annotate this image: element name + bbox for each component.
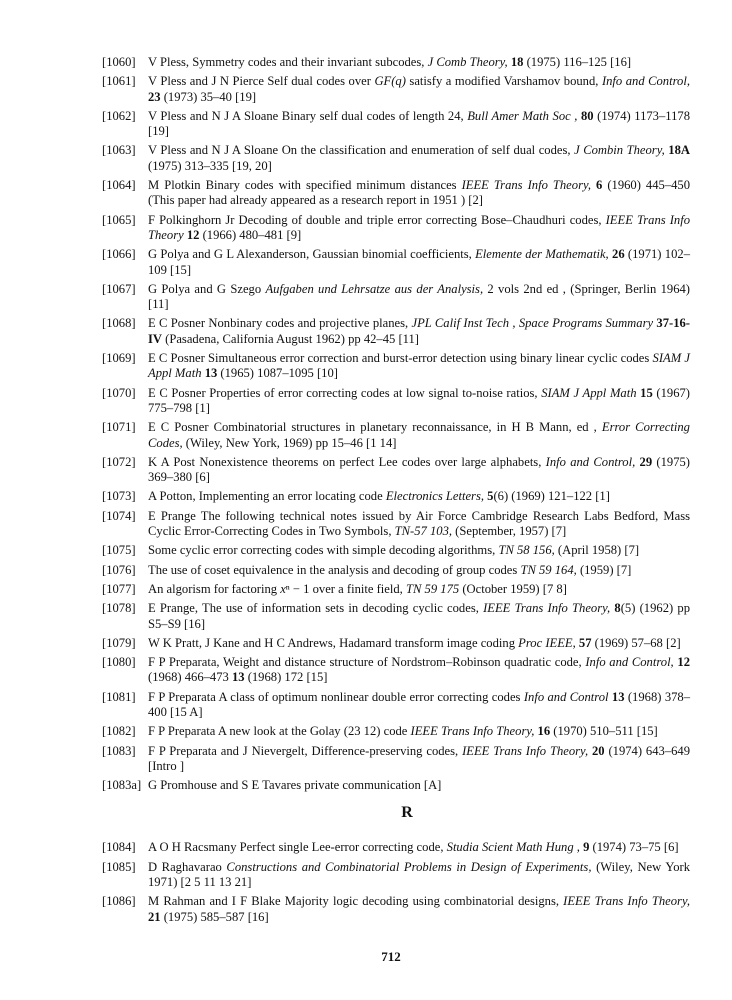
reference-title-italic: IEEE Trans Info Theory [148,212,690,242]
reference-text-segment: E Prange The following technical notes issued by Air Force Cambridge Research Labs Bedford, Mass Cyclic Error-Correcting Codes in Two Symbols, [148,508,690,539]
reference-text [148,74,690,105]
reference-text [148,55,690,70]
reference-text-segment: G Polya and G Szego [148,281,266,296]
reference-title-italic: Elemente der Mathematik, [475,247,609,262]
reference-text-segment: (1975) 313–335 [19, 20] [148,158,272,173]
reference-title-italic: IEEE Trans Info Theory, [462,743,589,758]
reference-entry [102,178,690,209]
reference-entry [102,636,690,651]
reference-text [148,860,690,891]
reference-text-segment: E C Posner Simultaneous error correction and burst-error detection using binary linear cyclic codes [148,351,653,366]
reference-number: [1068] [102,316,136,331]
reference-entry [102,509,690,540]
reference-title-italic: IEEE Trans Info Theory, [410,724,535,739]
reference-title-italic: x [280,581,286,596]
reference-entry [102,489,690,504]
reference-text-segment: (1975) 369–380 [6] [148,454,690,485]
reference-text-segment: (September, 1957) [7] [452,524,567,539]
reference-text-segment: (1974) 73–75 [6] [589,840,679,855]
reference-volume-bold: 13 [204,366,218,381]
reference-title-italic: Proc IEEE, [518,635,576,650]
reference-text-segment: G Polya and G L Alexanderson, Gaussian binomial coefficients, [148,247,476,262]
reference-title-italic: GF(q) [374,74,406,89]
reference-text [148,213,690,244]
reference-title-italic: SIAM J Appl Math [541,385,637,400]
reference-title-italic: Aufgaben und Lehrsatze aus der Analysis, [265,281,484,296]
reference-text [148,455,690,486]
reference-text-segment: (1973) 35–40 [19] [160,89,257,104]
reference-text-segment: E Prange, The use of information sets in decoding cyclic codes, [148,601,484,616]
reference-text-segment: E C Posner Nonbinary codes and projective planes, [148,316,412,331]
reference-volume-bold: 8 [614,601,621,616]
reference-text-segment: V Pless and N J A Sloane On the classification and enumeration of self dual codes, [148,143,575,158]
reference-text-segment: (1968) 378–400 [15 A] [148,689,691,719]
reference-text [148,247,690,278]
reference-text [148,509,690,540]
reference-text-segment: V Pless and J N Pierce Self dual codes over [148,74,375,89]
reference-text-segment: (1969) 57–68 [2] [591,635,681,650]
reference-text-segment: E C Posner Combinatorial structures in planetary reconnaissance, in H B Mann, ed , [148,420,602,435]
reference-entry [102,143,690,174]
reference-entry [102,543,690,558]
reference-title-italic: IEEE Trans Info Theory, [563,894,690,909]
reference-volume-bold: 29 [639,454,653,469]
reference-volume-bold: 37-16-IV [148,316,690,346]
reference-title-italic: Error Correcting Codes, [148,420,690,450]
reference-number: [1060] [102,55,136,69]
reference-title-italic: J Comb Theory, [427,55,508,69]
reference-text [148,420,690,451]
reference-text [148,316,690,347]
reference-title-italic: IEEE Trans Info Theory, [483,601,611,616]
reference-entry [102,744,690,775]
reference-number: [1065] [102,212,136,227]
reference-text-segment: 2 vols 2nd ed , (Springer, Berlin 1964) [11] [148,281,690,312]
reference-title-italic: TN 58 156, [498,543,555,558]
reference-text-segment: E C Posner Properties of error correcting codes at low signal to-noise ratios, [148,385,542,400]
reference-text-segment: (1966) 480–481 [9] [199,227,302,242]
reference-title-italic: Constructions and Combinatorial Problems in Design of Experiments, [226,859,592,874]
reference-text-segment: W K Pratt, J Kane and H C Andrews, Hadamard transform image coding [148,635,519,650]
reference-number: [1083] [102,743,136,758]
reference-number: [1080] [102,655,136,670]
reference-text-segment: M Plotkin Binary codes with specified minimum distances [148,178,462,193]
reference-volume-bold: 16 [537,724,551,739]
reference-entry [102,724,690,739]
reference-number: [1082] [102,724,136,739]
reference-text-segment: D Raghavarao [148,859,227,874]
reference-number: [1081] [102,689,136,704]
reference-volume-bold: 13 [611,689,625,704]
reference-number: [1061] [102,74,136,89]
reference-number: [1063] [102,143,136,158]
reference-entry [102,386,690,417]
reference-number: [1071] [102,420,136,435]
reference-text [148,543,690,558]
reference-number: [1086] [102,894,136,909]
reference-text-segment: F P Preparata and J Nievergelt, Difference-preserving codes, [148,743,463,758]
reference-text-segment: (1967) 775–798 [1] [148,385,690,415]
reference-text [148,178,690,209]
reference-title-italic: JPL Calif Inst Tech , Space Programs Summary [411,316,654,331]
reference-text [148,894,690,925]
reference-entry [102,455,690,486]
reference-text-segment: G Promhouse and S E Tavares private communication [A] [148,778,442,793]
reference-number: [1062] [102,108,136,123]
reference-text [148,601,690,632]
reference-list-p [102,55,690,793]
reference-entry [102,247,690,278]
reference-text-segment: (1968) 466–473 [148,670,232,685]
reference-text-segment: V Pless and N J A Sloane Binary self dual codes of length 24, [148,108,468,123]
reference-text-segment: satisfy a modified Varshamov bound, [405,74,602,89]
reference-title-italic: Electronics Letters, [385,489,484,504]
reference-text-segment: (Wiley, New York 1971) [2 5 11 13 21] [148,859,690,890]
reference-entry [102,894,690,925]
reference-entry [102,282,690,313]
reference-number: [1078] [102,601,136,616]
reference-text-segment: (1960) 445–450 (This paper had already appeared as a research report in 1951 ) [2] [148,178,690,208]
reference-text-segment: ⁿ − 1 over a finite field, [285,581,406,596]
reference-number: [1075] [102,543,136,558]
reference-title-italic: Info and Control, [545,454,636,469]
reference-text-segment: F P Preparata A class of optimum nonlinear double error correcting codes [148,689,524,704]
reference-volume-bold: 21 [148,909,161,924]
reference-text [148,563,690,578]
reference-number: [1074] [102,508,136,523]
reference-text [148,489,690,504]
reference-text-segment: V Pless, Symmetry codes and their invariant subcodes, [148,55,428,69]
reference-text-segment: F P Preparata, Weight and distance structure of Nordstrom–Robinson quadratic code, [148,655,586,670]
reference-text-segment: A O H Racsmany Perfect single Lee-error correcting code, [148,840,447,855]
reference-text-segment: (1974) 643–649 [Intro ] [148,743,691,773]
reference-text [148,840,690,855]
reference-text-segment: (April 1958) [7] [554,543,640,558]
reference-number: [1069] [102,351,136,366]
reference-entry [102,109,690,140]
reference-volume-bold: 6 [596,178,603,193]
reference-text [148,778,690,793]
reference-entry [102,860,690,891]
reference-number: [1067] [102,281,136,296]
reference-number: [1076] [102,562,136,577]
reference-volume-bold: 26 [612,247,625,262]
reference-volume-bold: 9 [583,840,590,855]
reference-text [148,582,690,597]
reference-text-segment: (5) (1962) pp S5–S9 [16] [148,601,691,631]
reference-text [148,109,690,140]
reference-title-italic: TN-57 103, [394,524,453,539]
reference-volume-bold: 57 [578,635,592,650]
reference-number: [1084] [102,840,136,855]
reference-volume-bold: 12 [677,655,690,670]
reference-title-italic: Info and Control, [601,74,690,89]
reference-text-segment: (1965) 1087–1095 [10] [217,366,338,381]
reference-text-segment: M Rahman and I F Blake Majority logic decoding using combinatorial designs, [148,894,564,909]
reference-title-italic: TN 59 164, [520,562,577,577]
reference-text-segment: F Polkinghorn Jr Decoding of double and triple error correcting Bose–Chaudhuri codes, [148,212,606,227]
reference-number: [1064] [102,178,136,193]
reference-text [148,386,690,417]
reference-volume-bold: 80 [580,108,594,123]
reference-entry [102,655,690,686]
reference-text [148,655,690,686]
reference-number: [1077] [102,581,136,596]
reference-volume-bold: 20 [592,743,605,758]
reference-text-segment: (1959) [7] [576,562,632,577]
reference-text-segment: (1975) 116–125 [16] [523,55,632,69]
reference-number: [1066] [102,247,136,262]
reference-entry [102,563,690,578]
reference-entry [102,213,690,244]
reference-title-italic: TN 59 175 [405,581,460,596]
reference-title-italic: J Combin Theory, [574,143,665,158]
reference-page [102,55,690,929]
reference-number: [1070] [102,385,136,400]
reference-number: [1079] [102,635,136,650]
reference-number: [1072] [102,454,136,469]
reference-title-italic: Info and Control, [585,655,674,670]
reference-text [148,690,690,721]
reference-text-segment: (Pasadena, California August 1962) pp 42–45 [11] [162,331,419,346]
reference-list-r [102,840,690,924]
reference-text-segment: (6) (1969) 121–122 [1] [493,489,610,504]
reference-entry [102,55,690,70]
reference-entry [102,840,690,855]
reference-text [148,724,690,739]
section-heading-r: R [401,804,413,822]
reference-text-segment: K A Post Nonexistence theorems on perfect Lee codes over large alphabets, [148,454,546,469]
reference-entry [102,601,690,632]
reference-entry [102,690,690,721]
reference-title-italic: Info and Control [523,689,609,704]
reference-text-segment: The use of coset equivalence in the analysis and decoding of group codes [148,562,521,577]
reference-entry [102,316,690,347]
reference-text-segment: A Potton, Implementing an error locating code [148,489,386,504]
reference-entry [102,778,690,793]
reference-volume-bold: 5 [487,489,494,504]
reference-volume-bold: 18A [668,143,690,158]
reference-title-italic: Bull Amer Math Soc , [467,108,578,123]
reference-volume-bold: 15 [640,385,653,400]
reference-text [148,282,690,313]
reference-text [148,744,690,775]
reference-entry [102,351,690,382]
reference-entry [102,582,690,597]
reference-text [148,143,690,174]
page-number: 712 [381,949,401,964]
reference-title-italic: IEEE Trans Info Theory, [461,178,592,193]
reference-number: [1083a] [102,778,142,793]
reference-text-segment: An algorism for factoring [148,581,281,596]
reference-text-segment: F P Preparata A new look at the Golay (23 12) code [148,724,411,739]
reference-text-segment: (1975) 585–587 [16] [160,909,269,924]
reference-text-segment: Some cyclic error correcting codes with simple decoding algorithms, [148,543,499,558]
reference-text [148,636,690,651]
reference-text-segment: (1971) 102–109 [15] [148,247,690,277]
reference-volume-bold: 13 [231,670,245,685]
reference-text-segment: (1974) 1173–1178 [19] [148,108,691,139]
reference-volume-bold: 23 [148,89,161,104]
reference-number: [1073] [102,489,136,504]
reference-entry [102,74,690,105]
reference-title-italic: Studia Scient Math Hung , [446,840,580,855]
reference-text-segment: (Wiley, New York, 1969) pp 15–46 [1 14] [182,435,397,450]
reference-number: [1085] [102,859,136,874]
reference-text [148,351,690,382]
reference-title-italic: SIAM J Appl Math [148,351,690,381]
reference-entry [102,420,690,451]
reference-text-segment: (October 1959) [7 8] [459,581,567,596]
reference-text-segment: (1968) 172 [15] [244,670,328,685]
reference-volume-bold: 12 [186,227,200,242]
reference-volume-bold: 18 [510,55,524,69]
reference-text-segment: (1970) 510–511 [15] [550,724,658,739]
